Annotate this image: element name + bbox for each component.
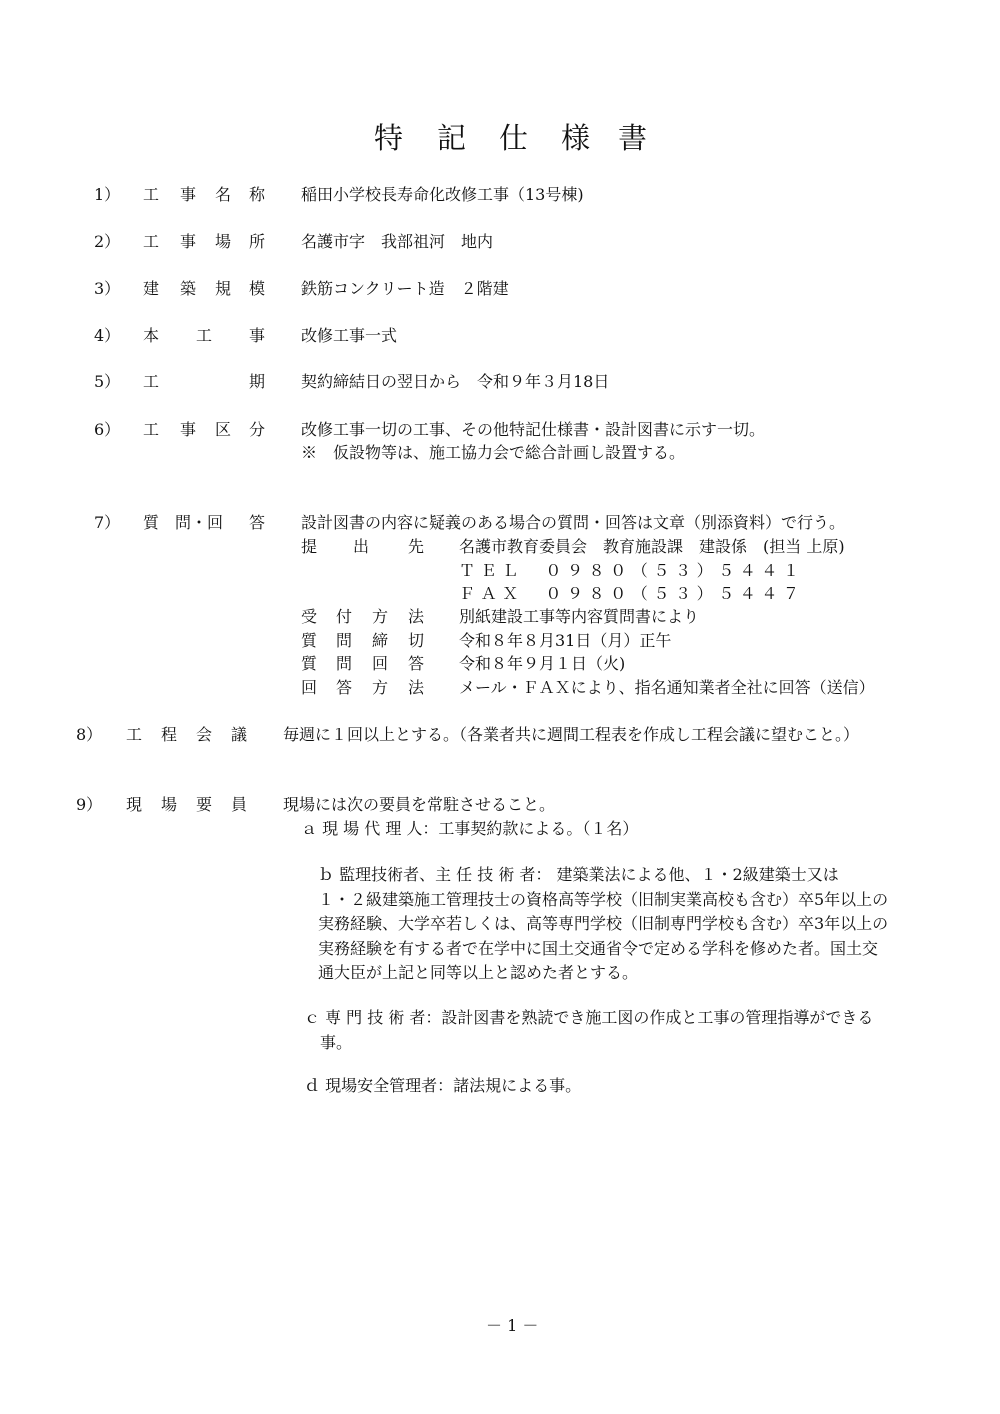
engineer-requirements-line: １・２級建築施工管理技士の資格高等学校（旧制実業高校も含む）卒5年以上の: [318, 889, 889, 909]
engineer-requirements-line: 実務経験を有する者で在学中に国土交通省令で定める学科を修めた者。国土交: [318, 938, 879, 958]
item-6-label-char: 工: [143, 420, 160, 439]
submit-label-char: 提: [301, 537, 318, 556]
answer-method-value: メール・ＦＡＸにより、指名通知業者全社に回答（送信）: [459, 678, 875, 697]
item-6-label-char: 事: [180, 420, 197, 439]
reception-label-char: 受: [301, 607, 318, 626]
item-9-value: 現場には次の要員を常駐させること。: [283, 795, 556, 814]
answer-method-label-char: 答: [336, 678, 353, 697]
item-3-label-char: 模: [249, 279, 266, 298]
document-title-char: 記: [437, 121, 469, 155]
item-8-label-char: 工: [126, 725, 143, 744]
specialist-requirements-line: ｃ 専 門 技 術 者：設計図書を熟読でき施工図の作成と工事の管理指導ができる: [304, 1008, 874, 1027]
submit-value: 名護市教育委員会 教育施設課 建設係 (担当 上原): [459, 537, 845, 556]
tel-number: ＴＥＬ ０９８０（５３）５４４１: [459, 561, 805, 580]
item-5-label-char: 工: [143, 372, 160, 391]
item-2-number: 2）: [94, 232, 121, 251]
deadline-value: 令和８年８月31日（月）正午: [459, 631, 672, 650]
document-title-char: 書: [618, 121, 650, 155]
safety-manager-line: ｄ 現場安全管理者：諸法規による事。: [304, 1076, 582, 1095]
answer-method-label-char: 回: [301, 678, 318, 697]
item-1-label-char: 工: [143, 185, 160, 204]
page-number: － 1 －: [486, 1316, 539, 1335]
site-agent-line: ａ 現 場 代 理 人：工事契約款による。（１名）: [301, 819, 639, 838]
item-2-label-char: 所: [249, 232, 266, 251]
item-6-number: 6）: [94, 420, 121, 439]
deadline-label-char: 質: [301, 631, 318, 650]
specialist-requirements: [304, 1006, 873, 1055]
item-9-label-char: 現: [126, 795, 143, 814]
item-6-label-char: 区: [215, 420, 232, 439]
item-8-value: 毎週に１回以上とする。（各業者共に週間工程表を作成し工程会議に望むこと。）: [283, 725, 860, 744]
engineer-requirements-line: 実務経験、大学卒若しくは、高等専門学校（旧制専門学校も含む）卒3年以上の: [318, 914, 889, 933]
document-title-char: 仕: [499, 121, 531, 155]
item-1-label-char: 事: [180, 185, 197, 204]
deadline-label-char: 問: [336, 631, 353, 650]
item-7-label-char: 質: [143, 513, 160, 532]
specialist-requirements-line: 事。: [320, 1032, 353, 1052]
item-5-number: 5）: [94, 372, 121, 391]
item-3-label-char: 規: [215, 279, 232, 298]
item-8-label-char: 議: [231, 725, 248, 744]
item-6-value: 改修工事一切の工事、その他特記仕様書・設計図書に示す一切。: [301, 420, 766, 439]
answer-method-label-char: 方: [372, 678, 389, 697]
answer-date-label-char: 問: [336, 654, 353, 673]
item-7-value: 設計図書の内容に疑義のある場合の質問・回答は文章（別添資料）で行う。: [301, 513, 846, 532]
answer-date-label-char: 質: [301, 654, 318, 673]
item-7-label-char: 答: [249, 513, 266, 532]
engineer-requirements-line: 通大臣が上記と同等以上と認めた者とする。: [318, 963, 639, 982]
item-3-number: 3）: [94, 279, 121, 298]
item-7-number: 7）: [94, 513, 121, 532]
item-9-label-char: 場: [161, 795, 178, 814]
item-4-label-char: 工: [196, 326, 213, 345]
item-3-label-char: 築: [180, 279, 197, 298]
item-2-label-char: 場: [215, 232, 232, 251]
reception-value: 別紙建設工事等内容質問書により: [459, 607, 700, 626]
item-6-note: ※ 仮設物等は、施工協力会で総合計画し設置する。: [301, 443, 686, 462]
item-8-label-char: 会: [196, 725, 213, 744]
deadline-label-char: 締: [372, 631, 389, 650]
item-4-label-char: 事: [249, 326, 266, 345]
answer-date-label-char: 答: [408, 654, 425, 673]
item-4-number: 4）: [94, 326, 121, 345]
item-1-label-char: 名: [215, 185, 232, 204]
deadline-label-char: 切: [408, 631, 425, 650]
item-8-label-char: 程: [161, 725, 178, 744]
item-6-label-char: 分: [249, 420, 266, 439]
reception-label-char: 方: [372, 607, 389, 626]
item-3-label-char: 建: [143, 279, 160, 298]
document-title-char: 様: [561, 121, 593, 155]
item-1-value: 稲田小学校長寿命化改修工事（13号棟): [301, 185, 584, 204]
engineer-requirements: [318, 863, 888, 986]
item-2-value: 名護市字 我部祖河 地内: [301, 232, 494, 251]
item-9-label-char: 員: [231, 795, 248, 814]
submit-label-char: 先: [408, 537, 425, 556]
item-1-number: 1）: [94, 185, 121, 204]
item-4-value: 改修工事一式: [301, 326, 398, 345]
item-2-label-char: 工: [143, 232, 160, 251]
item-7-label-char: 問・回: [175, 513, 224, 532]
item-2-label-char: 事: [180, 232, 197, 251]
item-5-label-char: 期: [249, 372, 266, 391]
answer-method-label-char: 法: [408, 678, 425, 697]
item-8-number: 8）: [76, 725, 103, 744]
submit-label-char: 出: [353, 537, 370, 556]
item-9-label-char: 要: [196, 795, 213, 814]
engineer-requirements-line: ｂ 監理技術者、主 任 技 術 者： 建築業法による他、１・2級建築士又は: [318, 865, 839, 884]
answer-date-value: 令和８年９月１日（火): [459, 654, 626, 673]
reception-label-char: 法: [408, 607, 425, 626]
document-title-char: 特: [374, 121, 406, 155]
item-5-value: 契約締結日の翌日から 令和９年３月18日: [301, 372, 610, 391]
item-1-label-char: 称: [249, 185, 266, 204]
item-3-value: 鉄筋コンクリート造 ２階建: [301, 279, 509, 298]
answer-date-label-char: 回: [372, 654, 389, 673]
reception-label-char: 付: [336, 607, 353, 626]
item-9-number: 9）: [76, 795, 103, 814]
item-4-label-char: 本: [143, 326, 160, 345]
fax-number: ＦＡＸ ０９８０（５３）５４４７: [459, 584, 805, 603]
